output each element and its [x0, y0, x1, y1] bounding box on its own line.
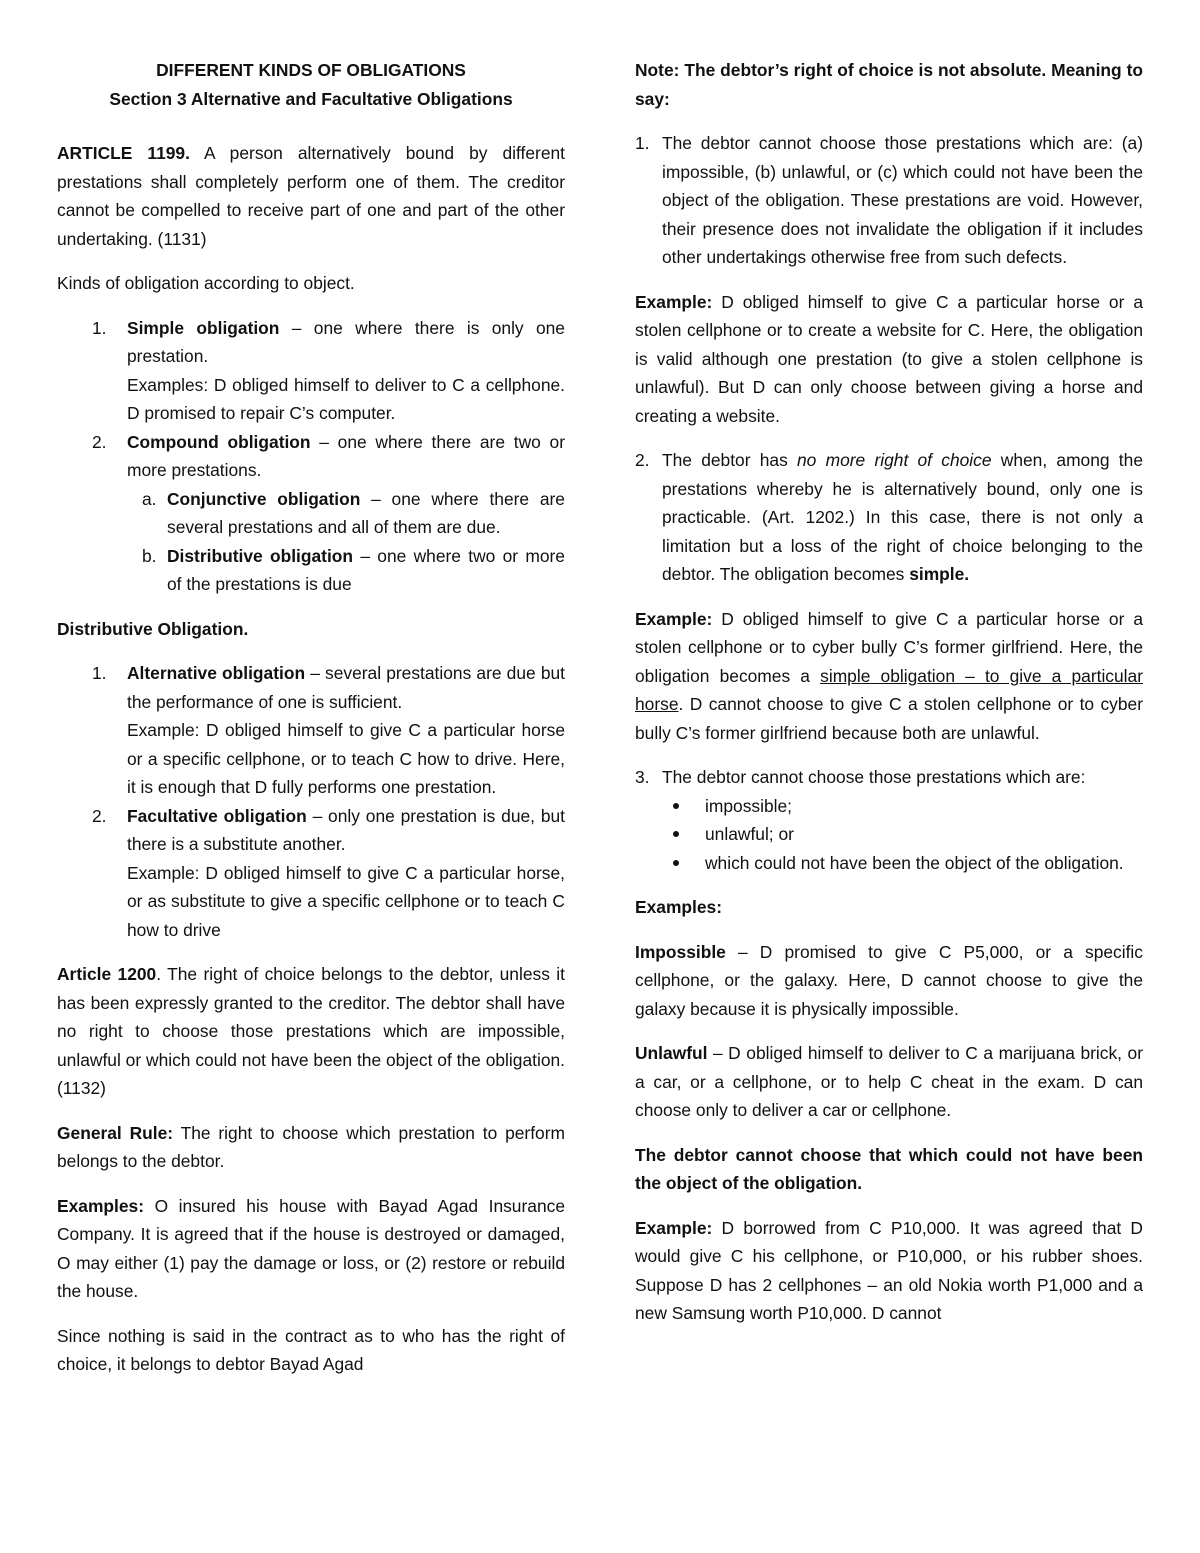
list-item-point-2	[635, 446, 1143, 589]
sublist-letter: b.	[142, 545, 157, 566]
list-number: 2.	[92, 805, 107, 826]
examples-paragraph: Examples: O insured his house with Bayad Agad Insurance Company. It is agreed that if the house is destroyed or damaged, O may either (1) pay the damage or loss, or (2) restore or rebuild the house.	[57, 1195, 565, 1301]
left-column	[57, 56, 565, 1395]
point-2	[635, 446, 1143, 589]
general-rule: General Rule: The right to choose which prestation to perform belongs to the debtor.	[57, 1122, 565, 1171]
list-item-text: The debtor has no more right of choice when, among the prestations whereby he is alternatively bound, only one is practicable. (Art. 1202.) In this case, there is not only a limitation but a loss of the right of choice belonging to the debtor. The obligation becomes simple.	[662, 450, 1143, 584]
example-3: Example: D borrowed from C P10,000. It was agreed that D would give C his cellphone, or P10,000, or his rubber shoes. Suppose D has 2 cellphones – an old Nokia worth P1,000 and a new Samsung worth P10,000. D cannot	[635, 1217, 1143, 1323]
list-item-text: The debtor cannot choose those prestations which are:	[662, 767, 1086, 787]
distributive-list	[57, 659, 565, 944]
sublist-item-conjunctive: a. Conjunctive obligation – one where there are several prestations and all of them are due.	[127, 485, 565, 542]
list-number: 1.	[92, 663, 107, 683]
list-item-example: Examples: D obliged himself to deliver to C a cellphone. D promised to repair C’s computer.	[127, 374, 565, 423]
sublist-letter: a.	[142, 488, 157, 509]
kinds-list	[57, 314, 565, 599]
article-1199-text: A person alternatively bound by different prestations shall completely perform one of them. The creditor cannot be compelled to receive part of one and part of the other undertaking. (1131)	[57, 143, 566, 249]
unlawful-example: Unlawful – D obliged himself to deliver to C a marijuana brick, or a car, or a cellphone, or to help C cheat in the exam. D can choose only to deliver a car or cellphone.	[635, 1043, 1143, 1120]
example-1: Example: D obliged himself to give C a particular horse or a stolen cellphone or to create a website for C. Here, the obligation is valid although one prestation (to give a stolen cellphone is unlawful). But D can only choose between giving a horse and creating a website.	[635, 291, 1143, 426]
list-number: 2.	[92, 431, 107, 452]
article-1199-label: ARTICLE 1199.	[57, 143, 190, 163]
cannot-choose-heading: The debtor cannot choose that which could not have been the object of the obligation.	[635, 1144, 1143, 1193]
list-item-compound-obligation	[57, 428, 565, 599]
list-item-text: Facultative obligation – only one prestation is due, but there is a substitute another.	[127, 805, 565, 854]
article-1200-label: Article 1200	[57, 964, 157, 984]
bullet-item: unlawful; or	[635, 820, 1143, 849]
bullet-icon	[673, 803, 679, 809]
list-item-point-3	[635, 763, 1143, 792]
list-item-text: Simple obligation – one where there is only one prestation.	[127, 317, 565, 366]
article-1199	[57, 139, 565, 253]
document-title: DIFFERENT KINDS OF OBLIGATIONS	[156, 60, 466, 80]
list-item-text: Compound obligation – one where there are two or more prestations.	[127, 431, 565, 480]
list-item-text: Alternative obligation – several prestations are due but the performance of one is sufficient.	[127, 663, 565, 712]
list-number: 1.	[92, 317, 107, 338]
list-item-facultative-obligation	[57, 802, 565, 945]
list-item-alternative-obligation	[57, 659, 565, 802]
bullet-item: impossible;	[635, 792, 1143, 821]
list-number: 1.	[635, 133, 650, 153]
example-2: Example: D obliged himself to give C a particular horse or a stolen cellphone or to cyber bully C’s former girlfriend. Here, the obligation becomes a simple obligation – to give a particular horse. D cannot choose to give C a stolen cellphone or to cyber bully C’s former girlfriend because both are unlawful.	[635, 608, 1143, 743]
sublist-item-distributive: b. Distributive obligation – one where two or more of the prestations is due	[127, 542, 565, 599]
point-1	[635, 129, 1143, 272]
article-1200	[57, 960, 565, 1103]
list-item-example: Example: D obliged himself to give C a particular horse or a specific cellphone, or to teach C how to drive. Here, it is enough that D fully performs one prestation.	[127, 720, 565, 797]
list-number: 2.	[635, 450, 650, 470]
right-column	[635, 56, 1143, 1344]
since-paragraph: Since nothing is said in the contract as to who has the right of choice, it belongs to debtor Bayad Agad	[57, 1325, 565, 1374]
section-title: Section 3 Alternative and Facultative Obligations	[109, 88, 513, 109]
kinds-heading: Kinds of obligation according to object.	[57, 273, 355, 293]
impossible-example: Impossible – D promised to give C P5,000, or a specific cellphone, or the galaxy. Here, D cannot choose to give the galaxy because it is physically impossible.	[635, 941, 1143, 1019]
note-paragraph: Note: The debtor’s right of choice is not absolute. Meaning to say:	[635, 60, 1143, 109]
distributive-heading: Distributive Obligation.	[57, 618, 249, 639]
bullet-icon	[673, 860, 679, 866]
examples-heading: Examples:	[635, 897, 722, 917]
article-1200-text: . The right of choice belongs to the debtor, unless it has been expressly granted to the creditor. The debtor shall have no right to choose those prestations which are impossible, unlawful or which could not have been the object of the obligation. (1132)	[57, 964, 565, 1098]
list-item-point-1	[635, 129, 1143, 272]
bullet-icon	[673, 831, 679, 837]
list-item-simple-obligation	[57, 314, 565, 428]
list-item-text: The debtor cannot choose those prestations which are: (a) impossible, (b) unlawful, or (c) which could not have been the object of the obligation. These prestations are void. However, their presence does not invalidate the obligation if it includes other undertakings otherwise free from such defects.	[662, 133, 1143, 267]
list-item-example: Example: D obliged himself to give C a particular horse, or as substitute to give a specific cellphone or to teach C how to drive	[127, 862, 565, 940]
bullet-item: which could not have been the object of the obligation.	[635, 849, 1143, 878]
point-3	[635, 763, 1143, 877]
list-number: 3.	[635, 767, 650, 787]
